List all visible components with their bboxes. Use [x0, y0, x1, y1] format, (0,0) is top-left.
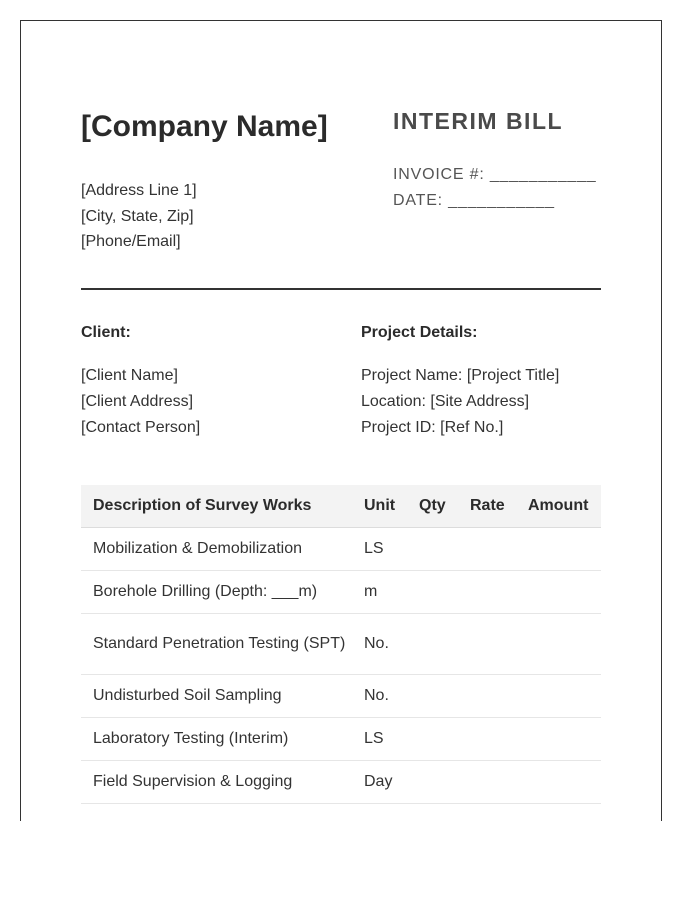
row-rate — [470, 675, 528, 718]
row-rate — [470, 614, 528, 675]
survey-works-table — [81, 485, 601, 804]
column-header-qty: Qty — [419, 485, 470, 528]
row-qty — [419, 718, 470, 761]
table-row — [81, 528, 601, 571]
client-details — [81, 363, 200, 441]
header-divider — [81, 288, 601, 290]
table-row — [81, 761, 601, 804]
project-line: Project Name: [Project Title] — [361, 367, 560, 384]
row-unit: m — [364, 571, 419, 614]
table-row — [81, 675, 601, 718]
row-rate — [470, 761, 528, 804]
column-header-rate: Rate — [470, 485, 528, 528]
project-line: Location: [Site Address] — [361, 393, 530, 410]
row-unit: Day — [364, 761, 419, 804]
row-unit: No. — [364, 614, 419, 675]
row-unit: LS — [364, 528, 419, 571]
row-amount — [528, 761, 601, 804]
row-amount — [528, 528, 601, 571]
project-line: Project ID: [Ref No.] — [361, 419, 504, 436]
row-rate — [470, 571, 528, 614]
row-description: Standard Penetration Testing (SPT) — [81, 614, 364, 675]
client-line: [Client Name] — [81, 367, 178, 384]
table-row — [81, 571, 601, 614]
project-details — [361, 363, 559, 441]
row-rate — [470, 718, 528, 761]
row-qty — [419, 675, 470, 718]
column-header-unit: Unit — [364, 485, 419, 528]
company-address — [81, 178, 197, 255]
bill-meta — [393, 162, 597, 214]
row-qty — [419, 761, 470, 804]
table-row — [81, 718, 601, 761]
row-amount — [528, 718, 601, 761]
row-unit: LS — [364, 718, 419, 761]
address-line: [Address Line 1] — [81, 182, 197, 199]
table-header-row — [81, 485, 601, 528]
row-amount — [528, 571, 601, 614]
row-qty — [419, 614, 470, 675]
client-line: [Contact Person] — [81, 419, 201, 436]
company-name: [Company Name] — [81, 110, 328, 143]
invoice-number-field: INVOICE #: ___________ — [393, 166, 597, 183]
row-amount — [528, 675, 601, 718]
client-line: [Client Address] — [81, 393, 194, 410]
bill-title: INTERIM BILL — [393, 108, 564, 134]
row-description: Mobilization & Demobilization — [81, 528, 364, 571]
row-qty — [419, 528, 470, 571]
column-header-description: Description of Survey Works — [81, 485, 364, 528]
table-row — [81, 614, 601, 675]
date-field: DATE: ___________ — [393, 192, 555, 209]
column-header-amount: Amount — [528, 485, 601, 528]
row-qty — [419, 571, 470, 614]
address-line: [Phone/Email] — [81, 233, 181, 250]
row-description: Laboratory Testing (Interim) — [81, 718, 364, 761]
invoice-sheet — [20, 20, 662, 821]
address-line: [City, State, Zip] — [81, 207, 194, 225]
row-unit: No. — [364, 675, 419, 718]
row-description: Undisturbed Soil Sampling — [81, 675, 364, 718]
row-amount — [528, 614, 601, 675]
row-rate — [470, 528, 528, 571]
row-description: Borehole Drilling (Depth: ___m) — [81, 571, 364, 614]
client-heading: Client: — [81, 324, 131, 341]
row-description: Field Supervision & Logging — [81, 761, 364, 804]
project-heading: Project Details: — [361, 324, 478, 341]
